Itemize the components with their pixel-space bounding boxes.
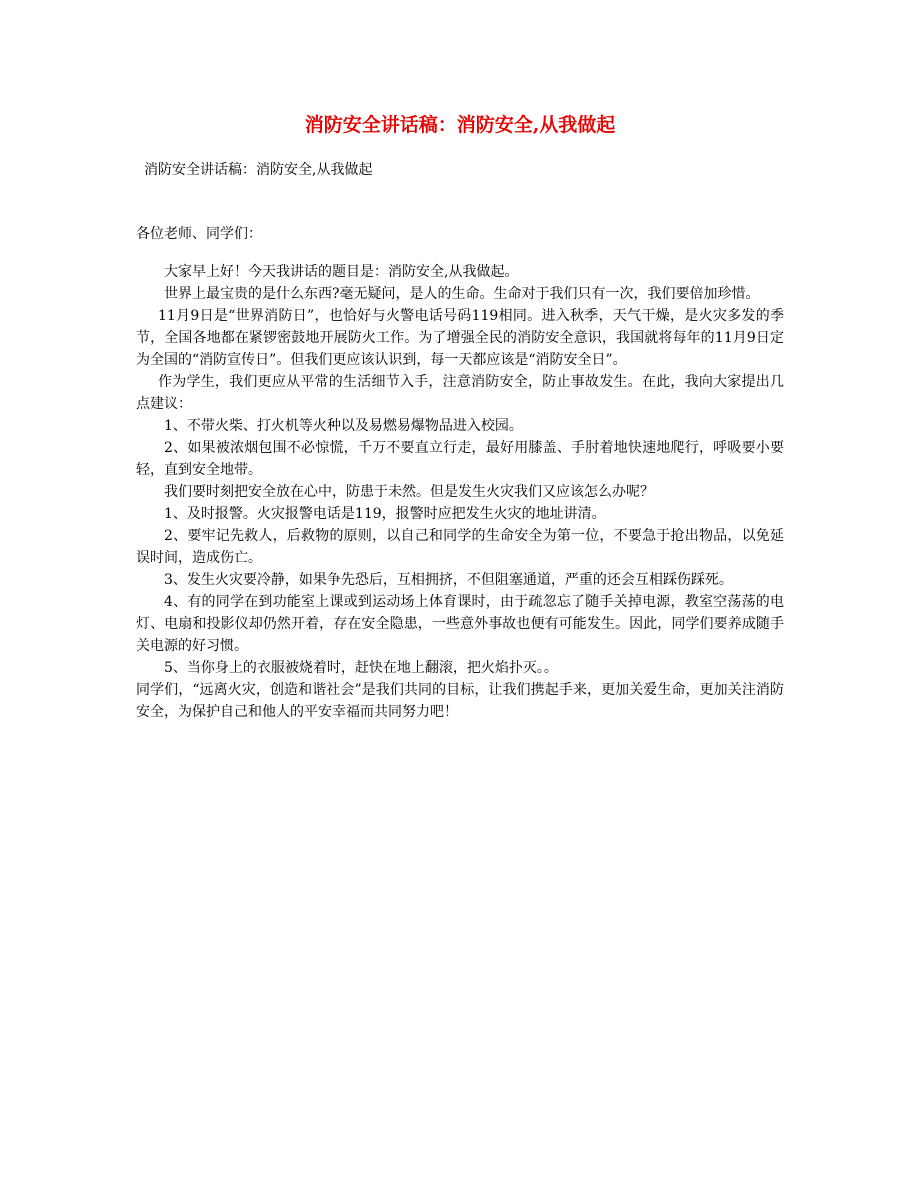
paragraph-life: 世界上最宝贵的是什么东西?毫无疑问，是人的生命。生命对于我们只有一次，我们要倍加珍惜。 (164, 286, 760, 302)
paragraph-suggestion-2: 2、如果被浓烟包围不必惊慌，千万不要直立行走，最好用膝盖、手肘着地快速地爬行，呼吸要小要轻，直到安全地带。 (136, 440, 784, 478)
paragraph-action-3: 3、发生火灾要冷静，如果争先恐后，互相拥挤，不但阻塞通道，严重的还会互相踩伤踩死。 (164, 572, 733, 588)
document-subtitle: 消防安全讲话稿：消防安全,从我做起 (144, 162, 373, 178)
paragraph-action-1: 1、及时报警。火灾报警电话是119，报警时应把发生火灾的地址讲清。 (164, 506, 606, 522)
paragraph-greeting: 大家早上好！今天我讲话的题目是：消防安全,从我做起。 (164, 264, 519, 280)
paragraph-fire-day: 11月9日是“世界消防日”，也恰好与火警电话号码119相同。进入秋季，天气干燥，是火灾多发的季节，全国各地都在紧锣密鼓地开展防火工作。为了增强全民的消防安全意识，我国就将每年的11月9日定为全国的“消防宣传日”。但我们更应该认识到，每一天都应该是“消防安全日”。 (136, 308, 784, 368)
speech-body (136, 261, 784, 723)
paragraph-suggestions-intro: 作为学生，我们更应从平常的生活细节入手，注意消防安全，防止事故发生。在此，我向大家提出几点建议： (136, 374, 784, 412)
salutation: 各位老师、同学们： (136, 226, 262, 242)
document-title: 消防安全讲话稿：消防安全,从我做起 (304, 114, 616, 136)
paragraph-prevention: 我们要时刻把安全放在心中，防患于未然。但是发生火灾我们又应该怎么办呢？ (164, 484, 654, 500)
paragraph-action-2: 2、要牢记先救人，后救物的原则，以自己和同学的生命安全为第一位，不要急于抢出物品，以免延误时间，造成伤亡。 (136, 528, 784, 566)
paragraph-action-5: 5、当你身上的衣服被烧着时，赶快在地上翻滚，把火焰扑灭。。 (164, 660, 558, 676)
paragraph-suggestion-1: 1、不带火柴、打火机等火种以及易燃易爆物品进入校园。 (164, 418, 523, 434)
paragraph-action-4: 4、有的同学在到功能室上课或到运动场上体育课时，由于疏忽忘了随手关掉电源，教室空荡荡的电灯、电扇和投影仪却仍然开着，存在安全隐患，一些意外事故也便有可能发生。因此，同学们要养成随手关电源的好习惯。 (136, 594, 784, 654)
paragraph-closing: 同学们，“远离火灾，创造和谐社会”是我们共同的目标，让我们携起手来，更加关爱生命，更加关注消防安全，为保护自己和他人的平安幸福而共同努力吧！ (136, 682, 784, 720)
